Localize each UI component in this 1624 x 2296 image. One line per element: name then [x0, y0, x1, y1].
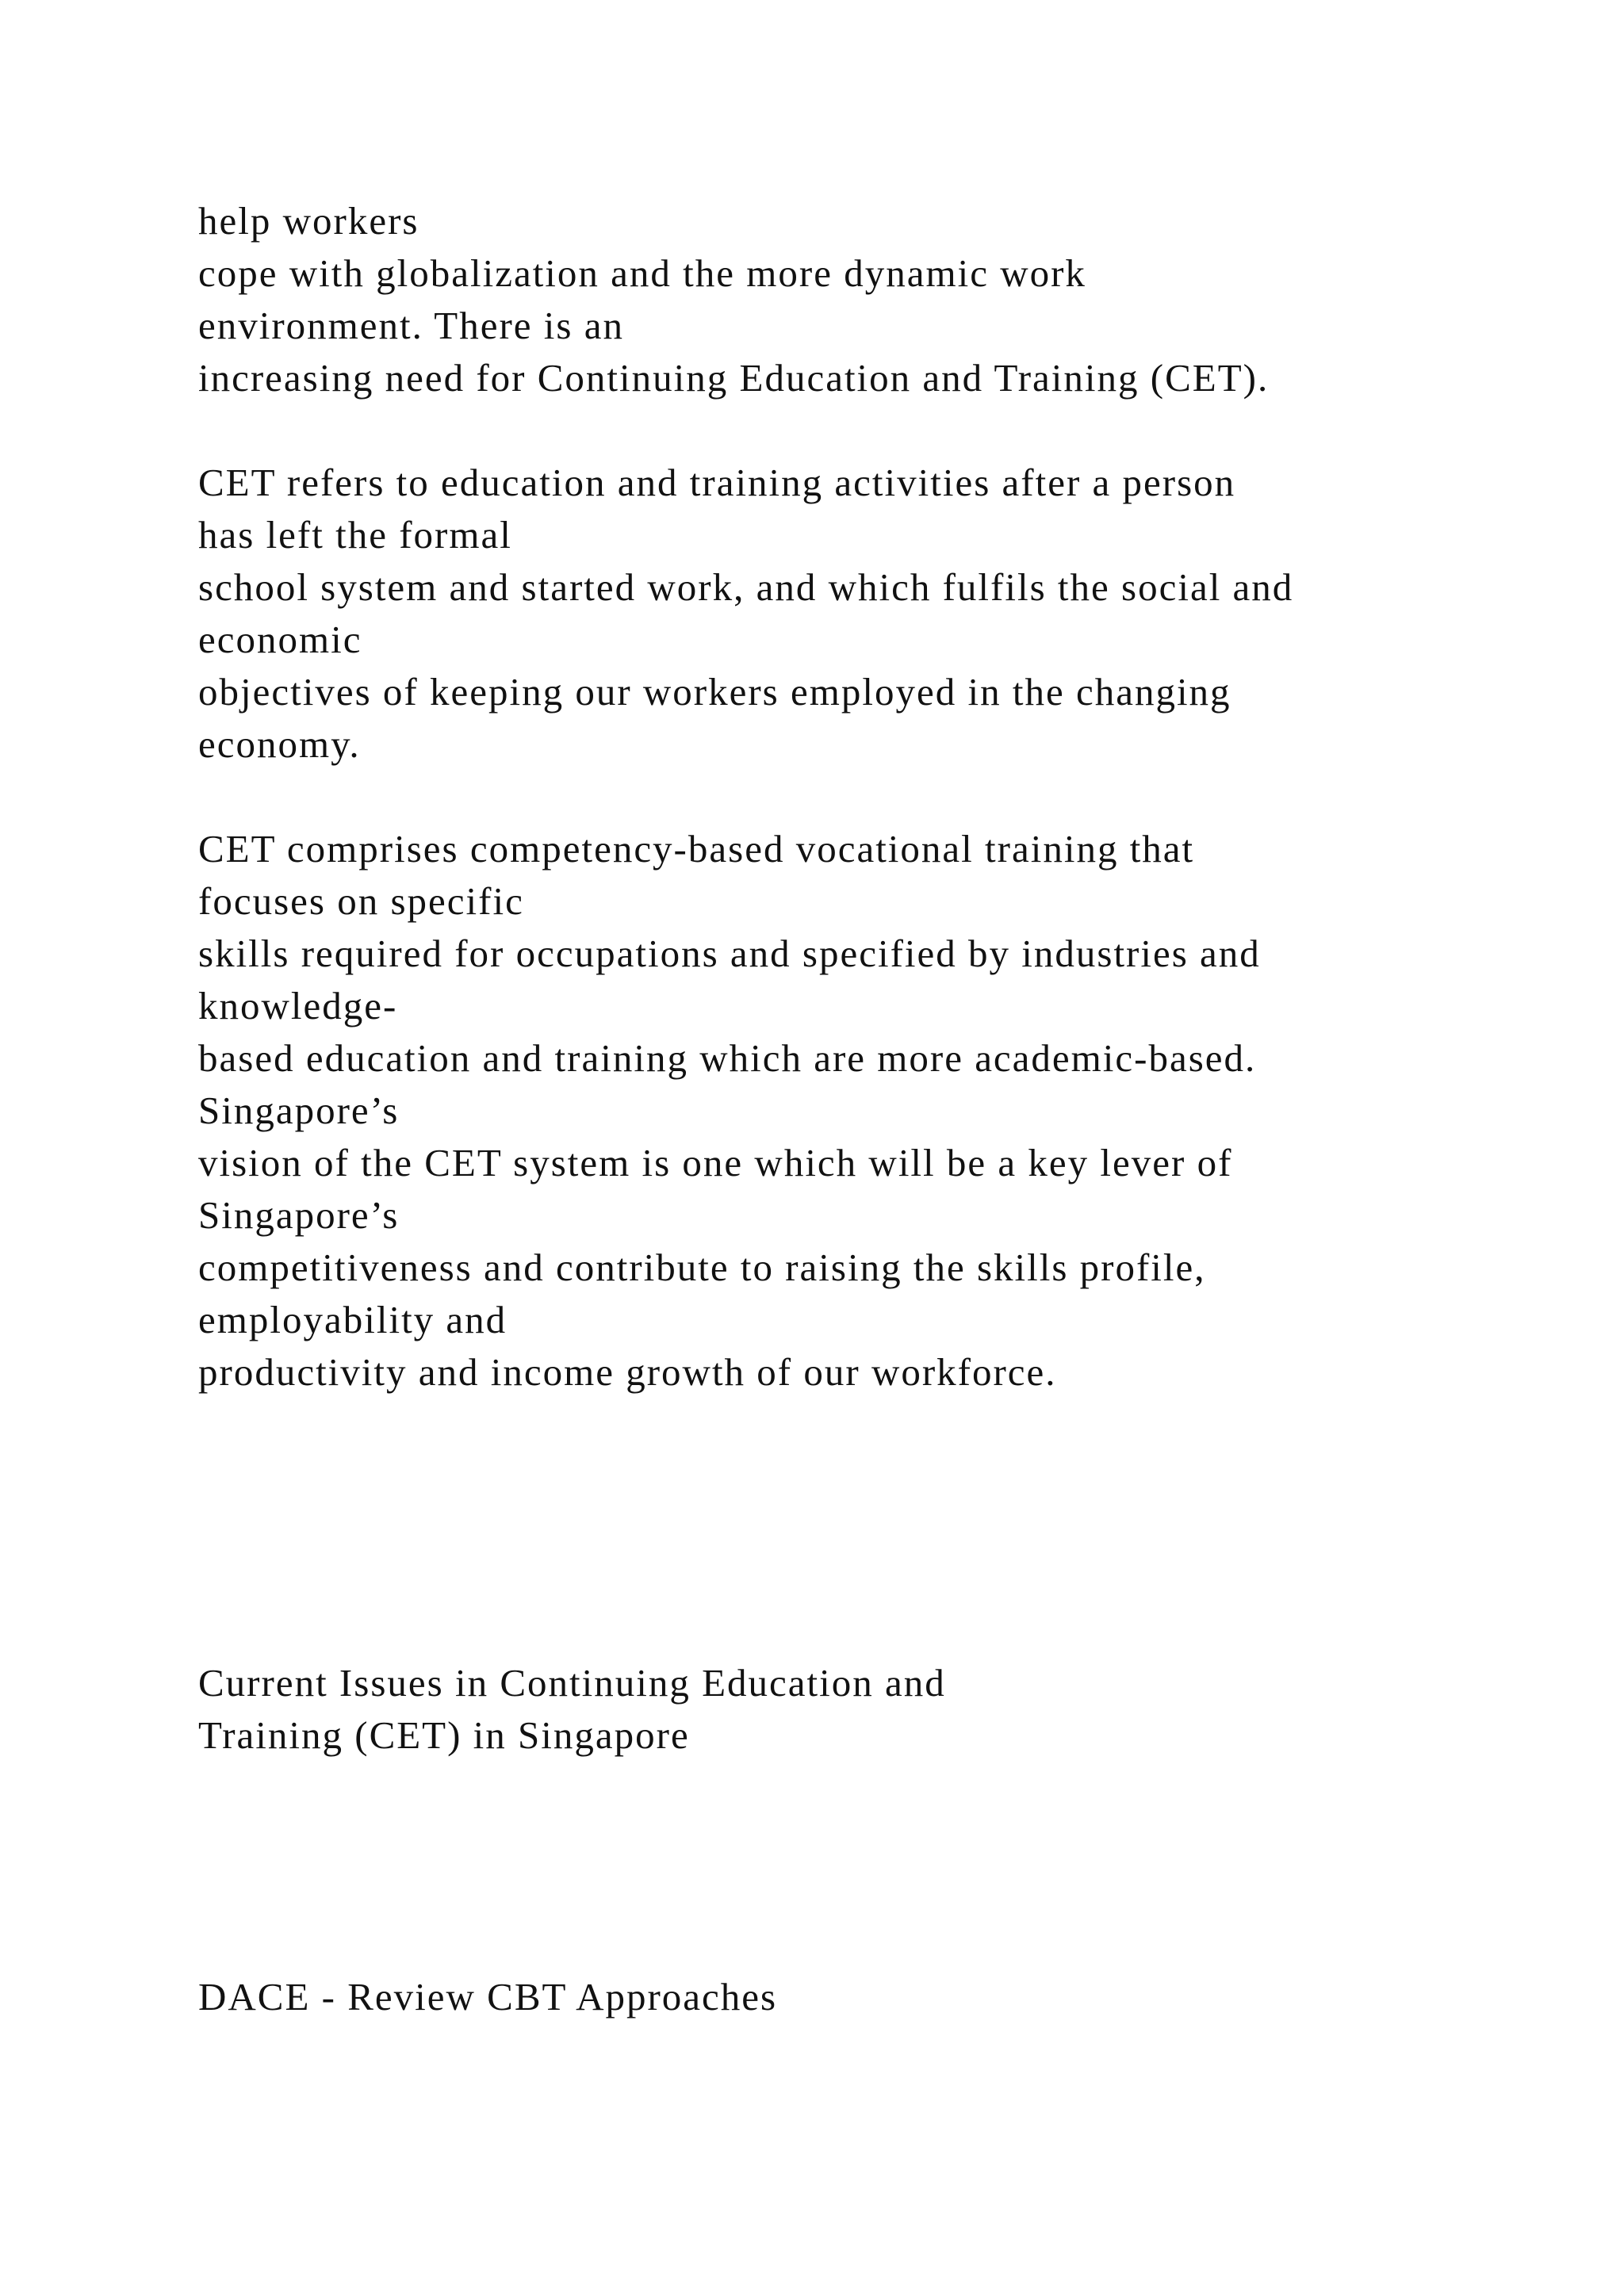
text-line: economic [198, 618, 362, 661]
text-line: Singapore’s [198, 1193, 400, 1237]
text-line: focuses on specific [198, 879, 524, 923]
heading-dace-review [198, 1971, 1546, 2023]
text-line: increasing need for Continuing Education and Training (CET). [198, 356, 1270, 400]
text-line: DACE - Review CBT Approaches [198, 1975, 778, 2019]
text-line: has left the formal [198, 513, 512, 557]
text-line: skills required for occupations and specified by industries and [198, 932, 1261, 975]
text-line: objectives of keeping our workers employed in the changing [198, 670, 1231, 714]
heading-current-issues [198, 1657, 1546, 1762]
text-line: competitiveness and contribute to raising the skills profile, [198, 1246, 1206, 1289]
paragraph-cet-composition [198, 823, 1546, 1399]
text-line: cope with globalization and the more dynamic work [198, 251, 1086, 295]
text-line: environment. There is an [198, 304, 624, 347]
text-line: Singapore’s [198, 1089, 400, 1132]
text-line: vision of the CET system is one which will be a key lever of [198, 1141, 1233, 1184]
paragraph-cet-definition [198, 457, 1546, 771]
paragraph-globalization [198, 195, 1546, 404]
text-line: school system and started work, and which fulfils the social and [198, 565, 1294, 609]
text-line: based education and training which are more academic-based. [198, 1036, 1257, 1080]
text-line: CET refers to education and training activities after a person [198, 461, 1236, 504]
text-line: employability and [198, 1298, 508, 1341]
text-line: productivity and income growth of our workforce. [198, 1350, 1057, 1394]
text-line: help workers [198, 199, 419, 243]
text-line: CET comprises competency-based vocational training that [198, 827, 1195, 871]
text-line: Current Issues in Continuing Education and [198, 1661, 946, 1705]
text-line: Training (CET) in Singapore [198, 1713, 690, 1757]
text-line: economy. [198, 722, 361, 766]
text-line: knowledge- [198, 984, 398, 1027]
